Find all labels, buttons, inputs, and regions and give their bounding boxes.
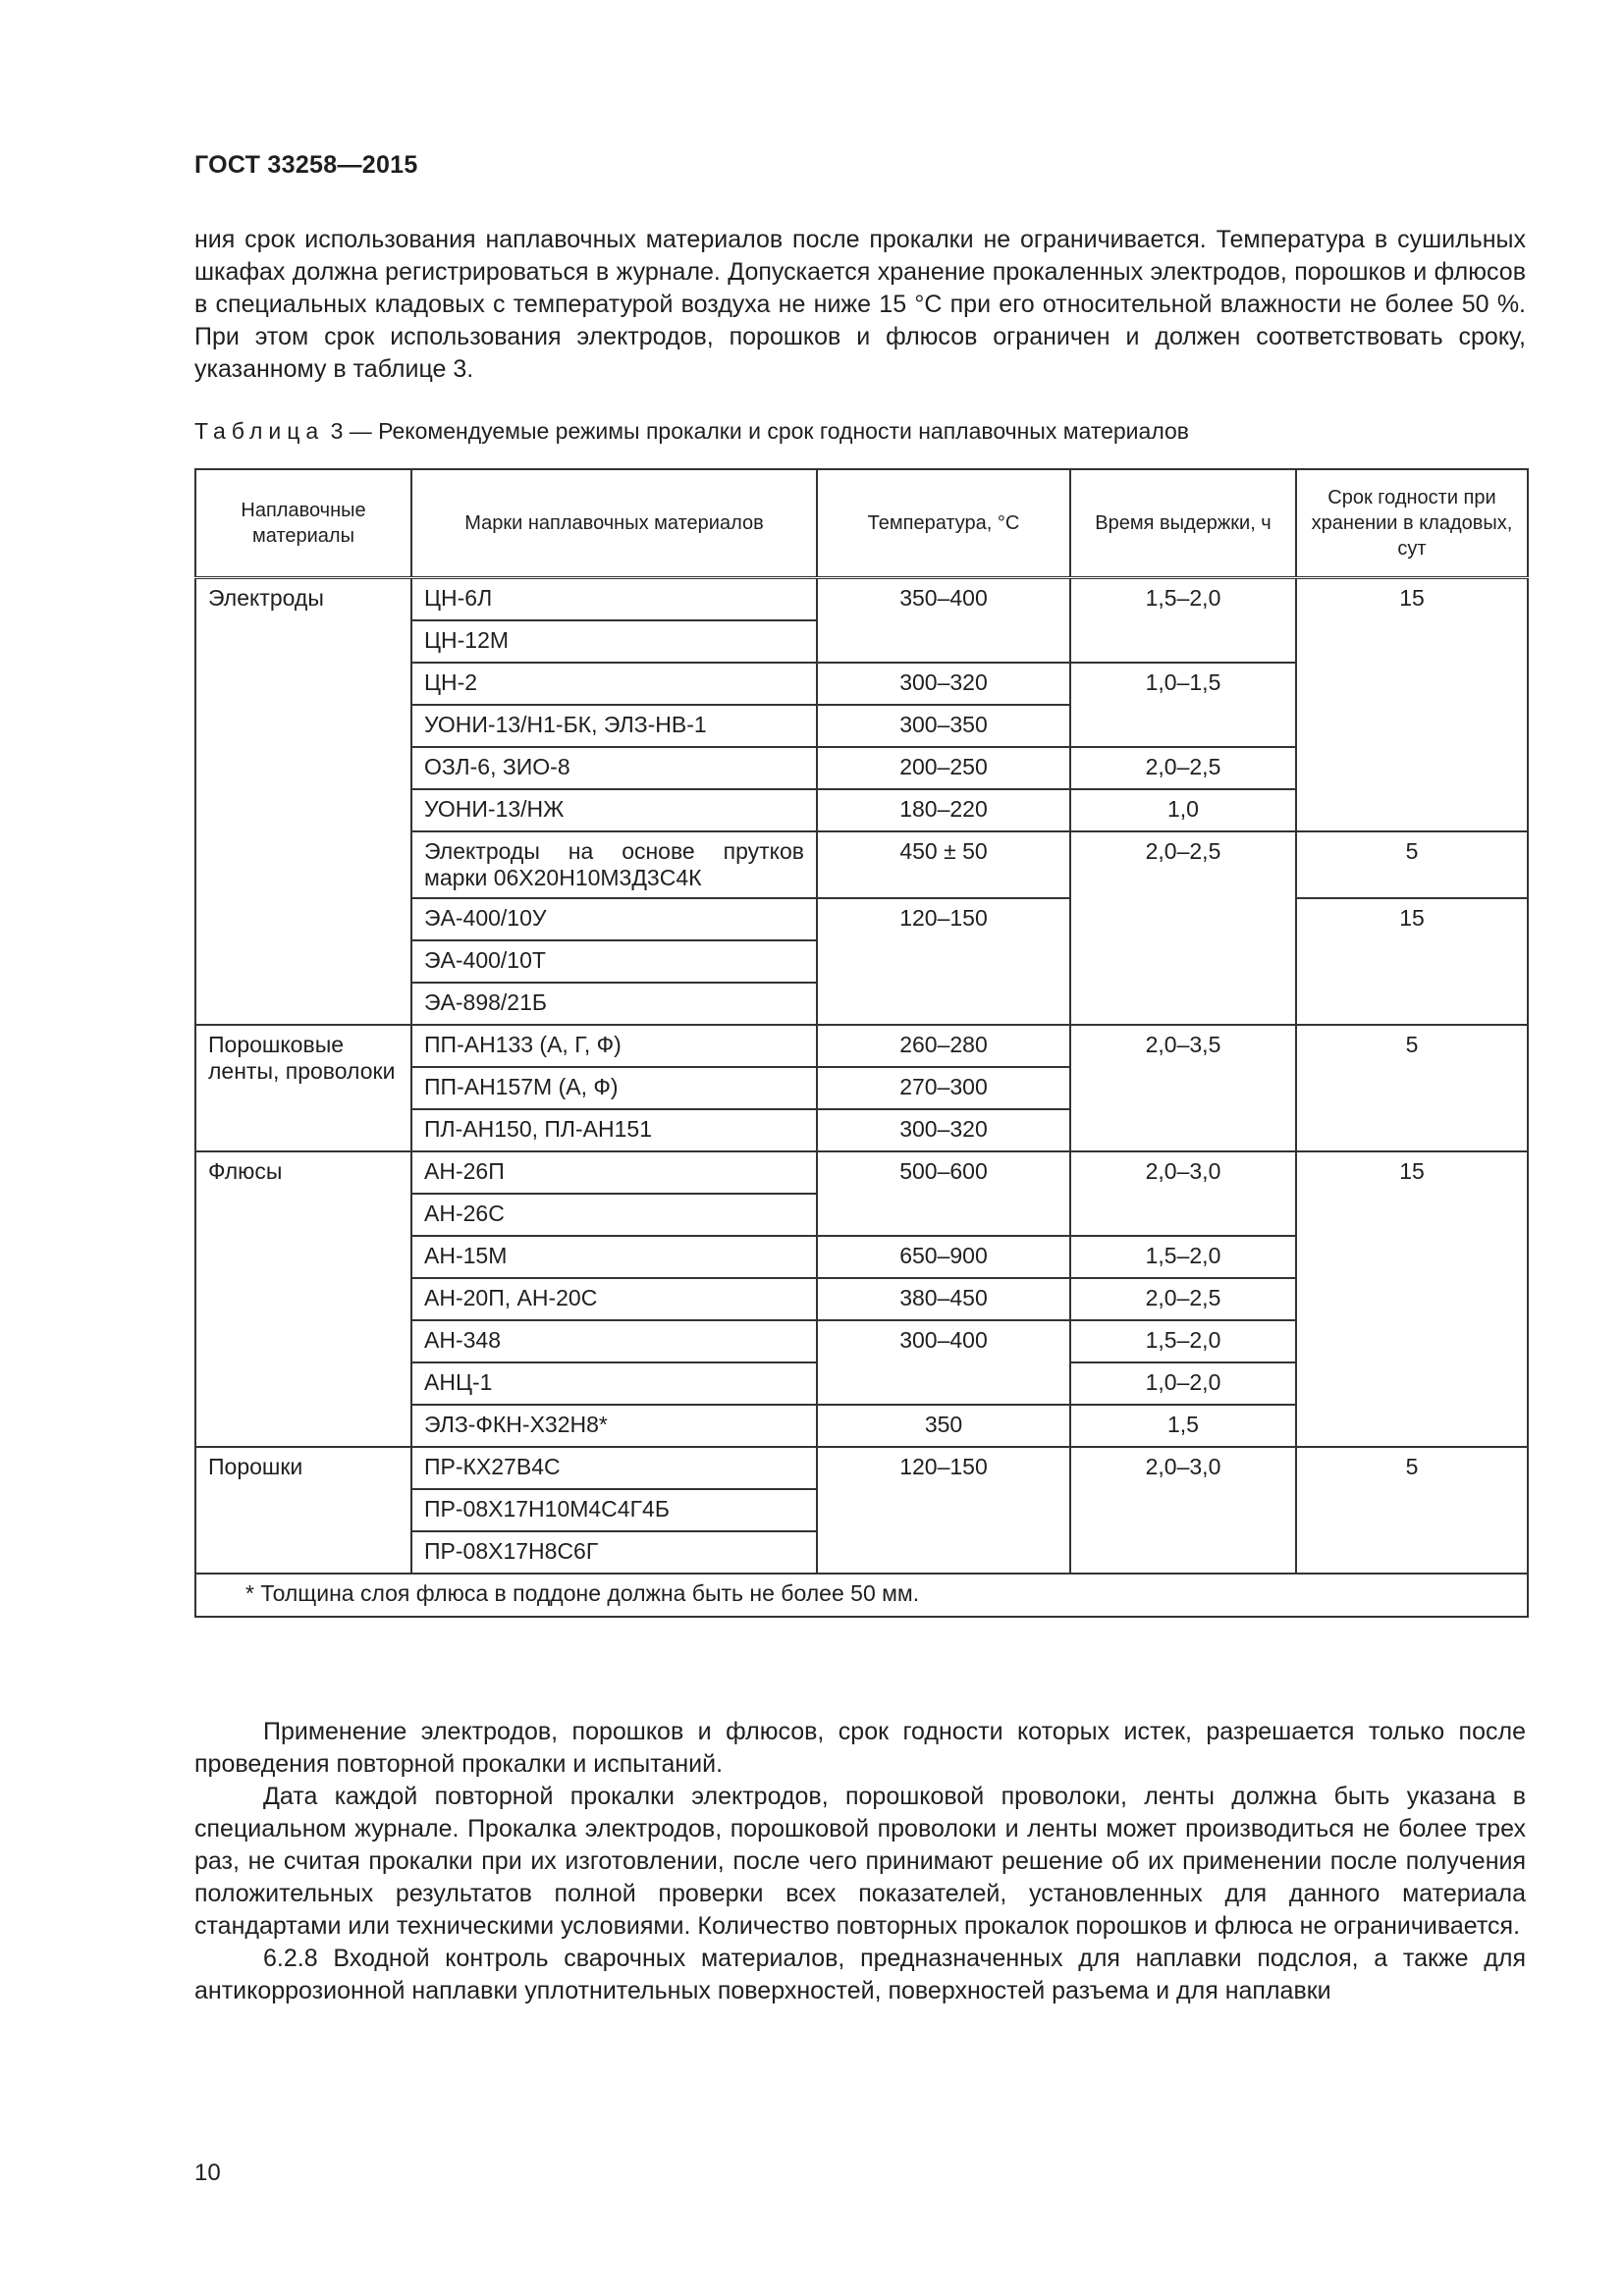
paragraph-6-2-8: 6.2.8 Входной контроль сварочных материалов, предназначенных для наплавки подслоя, а также для антикоррозионной наплавки уплотнительных поверхностей, поверхностей разъема и для наплавки: [194, 1945, 1526, 2004]
brand-cell: ЦН-2: [411, 663, 817, 705]
time-cell: 2,0–2,5: [1070, 1278, 1296, 1320]
temperature-cell: 380–450: [817, 1278, 1070, 1320]
table-header-row: [195, 469, 1528, 578]
group-cell: Порошковые ленты, проволоки: [195, 1025, 411, 1151]
temperature-cell: 270–300: [817, 1067, 1070, 1109]
brand-cell: ЦН-12М: [411, 620, 817, 663]
time-cell: 1,5–2,0: [1070, 1236, 1296, 1278]
brand-cell: АН-15М: [411, 1236, 817, 1278]
brand-cell: ПР-КХ27В4С: [411, 1447, 817, 1489]
header-materials: Наплавочные материалы: [195, 469, 411, 578]
brand-cell: ЦН-6Л: [411, 578, 817, 621]
brand-cell: ПП-АН157М (А, Ф): [411, 1067, 817, 1109]
brand-cell: ЭА-898/21Б: [411, 983, 817, 1025]
time-cell: 1,5: [1070, 1405, 1296, 1447]
temperature-cell: 300–350: [817, 705, 1070, 747]
brand-cell: АН-26С: [411, 1194, 817, 1236]
time-cell: 2,0–2,5: [1070, 747, 1296, 789]
brand-cell: АН-26П: [411, 1151, 817, 1194]
brand-cell: УОНИ-13/НЖ: [411, 789, 817, 831]
header-shelf-life: Срок годности при хранении в кладовых, сут: [1296, 469, 1528, 578]
table-footnote-row: [195, 1574, 1528, 1617]
time-cell: 2,0–2,5: [1070, 831, 1296, 1025]
document-header: ГОСТ 33258—2015: [194, 151, 418, 179]
header-brands: Марки наплавочных материалов: [411, 469, 817, 578]
table-footnote: * Толщина слоя флюса в поддоне должна быть не более 50 мм.: [195, 1574, 1528, 1617]
brand-cell: УОНИ-13/Н1-БК, ЭЛЗ-НВ-1: [411, 705, 817, 747]
brand-cell: ЭЛЗ-ФКН-Х32Н8*: [411, 1405, 817, 1447]
brand-cell: Электроды на основе прутков марки 06Х20Н10М3Д3С4К: [411, 831, 817, 898]
shelf-cell: 15: [1296, 898, 1528, 1025]
brand-cell: ЭА-400/10У: [411, 898, 817, 940]
temperature-cell: 200–250: [817, 747, 1070, 789]
shelf-cell: 5: [1296, 831, 1528, 898]
time-cell: 1,0–2,0: [1070, 1362, 1296, 1405]
time-cell: 2,0–3,0: [1070, 1151, 1296, 1236]
temperature-cell: 350: [817, 1405, 1070, 1447]
group-cell: Электроды: [195, 578, 411, 1026]
paragraph-expired-materials: Применение электродов, порошков и флюсов, срок годности которых истек, разрешается только после проведения повторной прокалки и испытаний.: [194, 1718, 1526, 1778]
table-row: [195, 1447, 1528, 1489]
header-time: Время выдержки, ч: [1070, 469, 1296, 578]
group-cell: Порошки: [195, 1447, 411, 1574]
temperature-cell: 180–220: [817, 789, 1070, 831]
time-cell: 1,5–2,0: [1070, 578, 1296, 664]
table-caption: [194, 416, 1189, 446]
time-cell: 1,5–2,0: [1070, 1320, 1296, 1362]
brand-cell: АНЦ-1: [411, 1362, 817, 1405]
shelf-cell: 5: [1296, 1447, 1528, 1574]
shelf-cell: 15: [1296, 1151, 1528, 1447]
temperature-cell: 450 ± 50: [817, 831, 1070, 898]
brand-cell: АН-20П, АН-20С: [411, 1278, 817, 1320]
table-row: [195, 1151, 1528, 1194]
intro-paragraph: ния срок использования наплавочных материалов после прокалки не ограничивается. Температура в сушильных шкафах должна регистрироваться в журнале. Допускается хранение прокаленных электродов, порошков и флюсов в специальных кладовых с температурой воздуха не ниже 15 °С при его относительной влажности не более 50 %. При этом срок использования электродов, порошков и флюсов ограничен и должен соответствовать сроку, указанному в таблице 3.: [194, 226, 1526, 383]
temperature-cell: 260–280: [817, 1025, 1070, 1067]
temperature-cell: 300–320: [817, 663, 1070, 705]
temperature-cell: 120–150: [817, 898, 1070, 1025]
temperature-cell: 120–150: [817, 1447, 1070, 1574]
brand-cell: ПП-АН133 (А, Г, Ф): [411, 1025, 817, 1067]
brand-cell: ЭА-400/10Т: [411, 940, 817, 983]
brand-cell: ОЗЛ-6, ЗИО-8: [411, 747, 817, 789]
temperature-cell: 500–600: [817, 1151, 1070, 1236]
brand-cell: ПЛ-АН150, ПЛ-АН151: [411, 1109, 817, 1151]
table-row: [195, 578, 1528, 621]
paragraph-repeat-calcination: Дата каждой повторной прокалки электродов, порошковой проволоки, ленты должна быть указана в специальном журнале. Прокалка электродов, порошковой проволоки и ленты может производиться не более трех раз, не считая прокалки при их изготовлении, после чего принимают решение об их применении после получения положительных результатов полной проверки всех показателей, установленных для данного материала стандартами или техническими условиями. Количество повторных прокалок порошков и флюса не ограничивается.: [194, 1783, 1526, 1940]
shelf-cell: 5: [1296, 1025, 1528, 1151]
brand-cell: ПР-08Х17Н10М4С4Г4Б: [411, 1489, 817, 1531]
table-caption-title: — Рекомендуемые режимы прокалки и срок годности наплавочных материалов: [343, 418, 1190, 444]
header-temperature: Температура, °С: [817, 469, 1070, 578]
time-cell: 2,0–3,0: [1070, 1447, 1296, 1574]
table-caption-label: Таблица: [194, 418, 325, 444]
body-text: [194, 1716, 1526, 2007]
time-cell: 1,0–1,5: [1070, 663, 1296, 747]
time-cell: 1,0: [1070, 789, 1296, 831]
group-cell: Флюсы: [195, 1151, 411, 1447]
table-caption-number: 3: [330, 418, 344, 444]
temperature-cell: 300–320: [817, 1109, 1070, 1151]
brand-cell: ПР-08Х17Н8С6Г: [411, 1531, 817, 1574]
shelf-cell: 15: [1296, 578, 1528, 832]
temperature-cell: 300–400: [817, 1320, 1070, 1405]
temperature-cell: 350–400: [817, 578, 1070, 664]
temperature-cell: 650–900: [817, 1236, 1070, 1278]
brand-cell: АН-348: [411, 1320, 817, 1362]
page-number: 10: [194, 2160, 221, 2186]
calcination-table: [194, 468, 1529, 1618]
time-cell: 2,0–3,5: [1070, 1025, 1296, 1151]
table-row: [195, 1025, 1528, 1067]
